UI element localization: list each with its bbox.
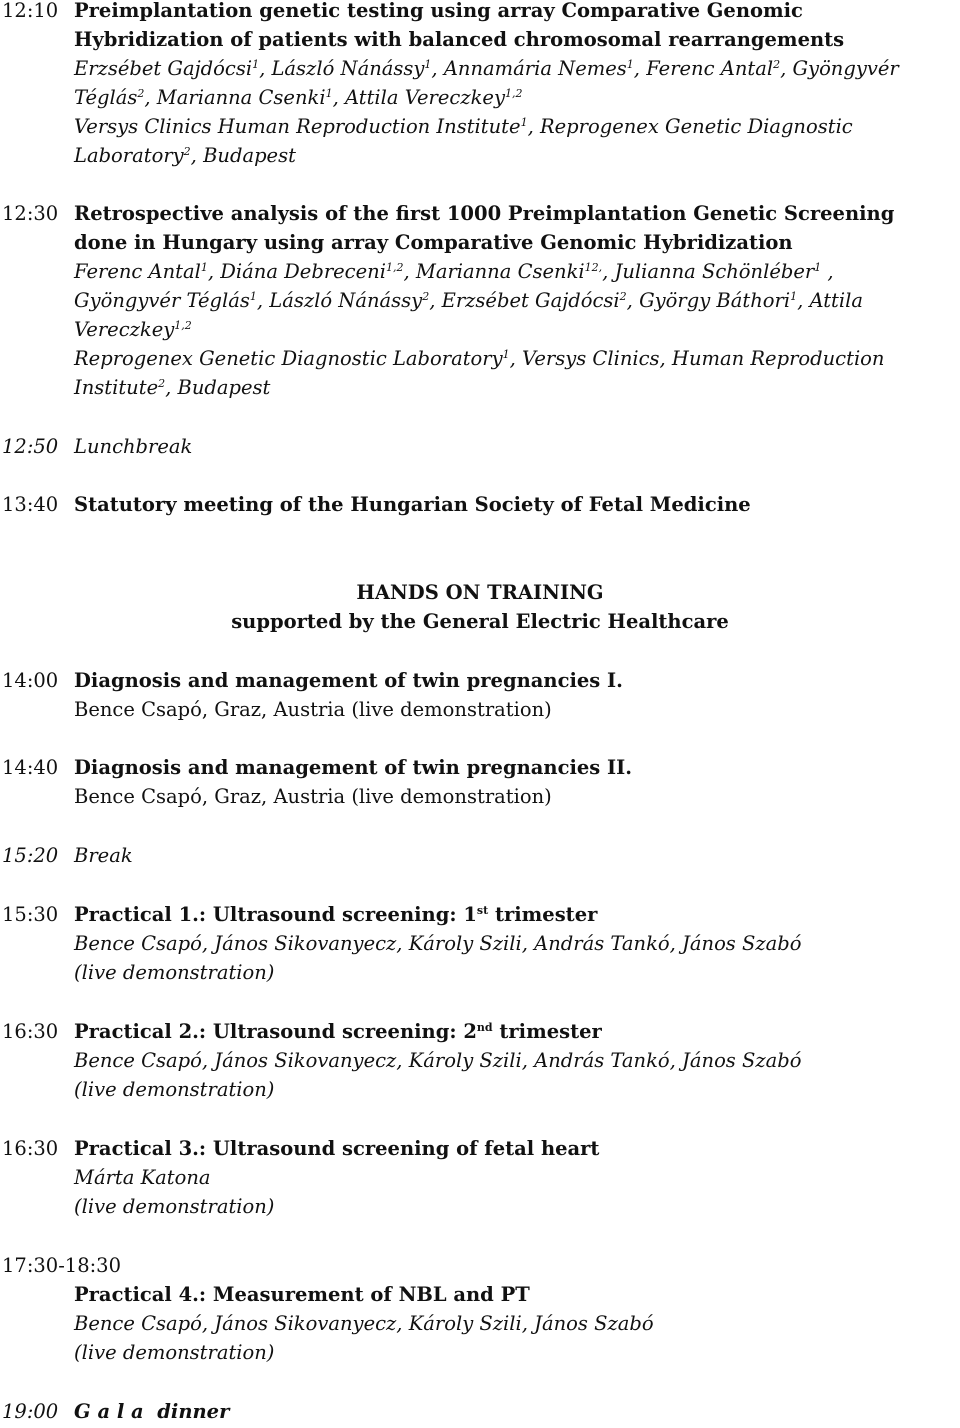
session-affiliation: Laboratory$^2$, Budapest xyxy=(74,144,296,167)
practical-label: Practical 3. xyxy=(74,1137,199,1160)
session-time: 12:10 xyxy=(2,0,59,22)
training-time: 15:20 xyxy=(2,844,59,867)
training-presenter: Bence Csapó, Graz, Austria (live demonstration) xyxy=(74,698,552,721)
training-note: (live demonstration) xyxy=(74,961,275,984)
session-title: Statutory meeting of the Hungarian Society of Fetal Medicine xyxy=(74,493,751,516)
session-title-line: Hybridization of patients with balanced chromosomal rearrangements xyxy=(74,28,845,51)
session-title-line: done in Hungary using array Comparative Genomic Hybridization xyxy=(74,231,793,254)
hands-on-heading: HANDS ON TRAINING xyxy=(356,581,604,604)
training-note: (live demonstration) xyxy=(74,1195,275,1218)
training-title: Diagnosis and management of twin pregnancies II. xyxy=(74,756,633,779)
session-time: 13:40 xyxy=(2,493,59,516)
session-authors: Gyöngyvér Téglás$^1$, László Nánássy$^2$, Erzsébet Gajdócsi$^2$, György Báthori$^1$, Attila xyxy=(74,289,863,312)
practical-label: Practical 4. xyxy=(74,1283,199,1306)
session-authors: Erzsébet Gajdócsi$^1$, László Nánássy$^1$, Annamária Nemes$^1$, Ferenc Antal$^2$, Gyöngyvér xyxy=(74,57,899,80)
training-time: 17:30-18:30 xyxy=(2,1254,121,1277)
training-note: (live demonstration) xyxy=(74,1341,275,1364)
training-time: 16:30 xyxy=(2,1020,59,1043)
session-title-line: Preimplantation genetic testing using array Comparative Genomic xyxy=(74,0,803,22)
session-title xyxy=(74,0,958,25)
training-title: Practical 3.: Ultrasound screening of fetal heart xyxy=(74,1137,600,1160)
session-title-line: Retrospective analysis of the first 1000 Preimplantation Genetic Screening xyxy=(74,202,895,225)
training-time: 14:40 xyxy=(2,756,59,779)
training-presenters: Márta Katona xyxy=(74,1166,211,1189)
session-authors: Vereczkey$^{1,2}$ xyxy=(74,318,192,341)
training-note: (live demonstration) xyxy=(74,1078,275,1101)
training-presenter: Bence Csapó, Graz, Austria (live demonstration) xyxy=(74,785,552,808)
hands-on-subheading: supported by the General Electric Healthcare xyxy=(231,610,729,633)
session-authors: Téglás$^2$, Marianna Csenki$^1$, Attila Vereczkey$^{1,2}$ xyxy=(74,86,523,109)
session-time: 12:50 xyxy=(2,435,59,458)
session-authors: Ferenc Antal$^1$, Diána Debreceni$^{1,2}$, Marianna Csenki$^{12,}$, Julianna Schönléber$^1$ , xyxy=(74,260,834,283)
practical-label: Practical 2. xyxy=(74,1020,199,1043)
training-title: Break xyxy=(74,844,133,867)
session-affiliation: Reprogenex Genetic Diagnostic Laboratory$^1$, Versys Clinics, Human Reproduction xyxy=(74,347,885,370)
session-time: 12:30 xyxy=(2,202,59,225)
training-time: 19:00 xyxy=(2,1400,59,1423)
training-title: G a l a dinner xyxy=(74,1400,230,1423)
training-title: Practical 2.: Ultrasound screening: 2nd trimester xyxy=(74,1020,602,1043)
training-time: 15:30 xyxy=(2,903,59,926)
training-title: Diagnosis and management of twin pregnancies I. xyxy=(74,669,623,692)
training-title: Practical 1.: Ultrasound screening: 1st trimester xyxy=(74,903,598,926)
training-time: 14:00 xyxy=(2,669,59,692)
training-presenters: Bence Csapó, János Sikovanyecz, Károly Szili, András Tankó, János Szabó xyxy=(74,1049,802,1072)
session-affiliation: Versys Clinics Human Reproduction Institute$^1$, Reprogenex Genetic Diagnostic xyxy=(74,115,853,138)
practical-label: Practical 1. xyxy=(74,903,199,926)
training-title: Practical 4.: Measurement of NBL and PT xyxy=(74,1283,530,1306)
training-presenters: Bence Csapó, János Sikovanyecz, Károly Szili, András Tankó, János Szabó xyxy=(74,932,802,955)
training-time: 16:30 xyxy=(2,1137,59,1160)
session-title: Lunchbreak xyxy=(74,435,193,458)
session-affiliation: Institute$^2$, Budapest xyxy=(74,376,271,399)
training-presenters: Bence Csapó, János Sikovanyecz, Károly Szili, János Szabó xyxy=(74,1312,654,1335)
